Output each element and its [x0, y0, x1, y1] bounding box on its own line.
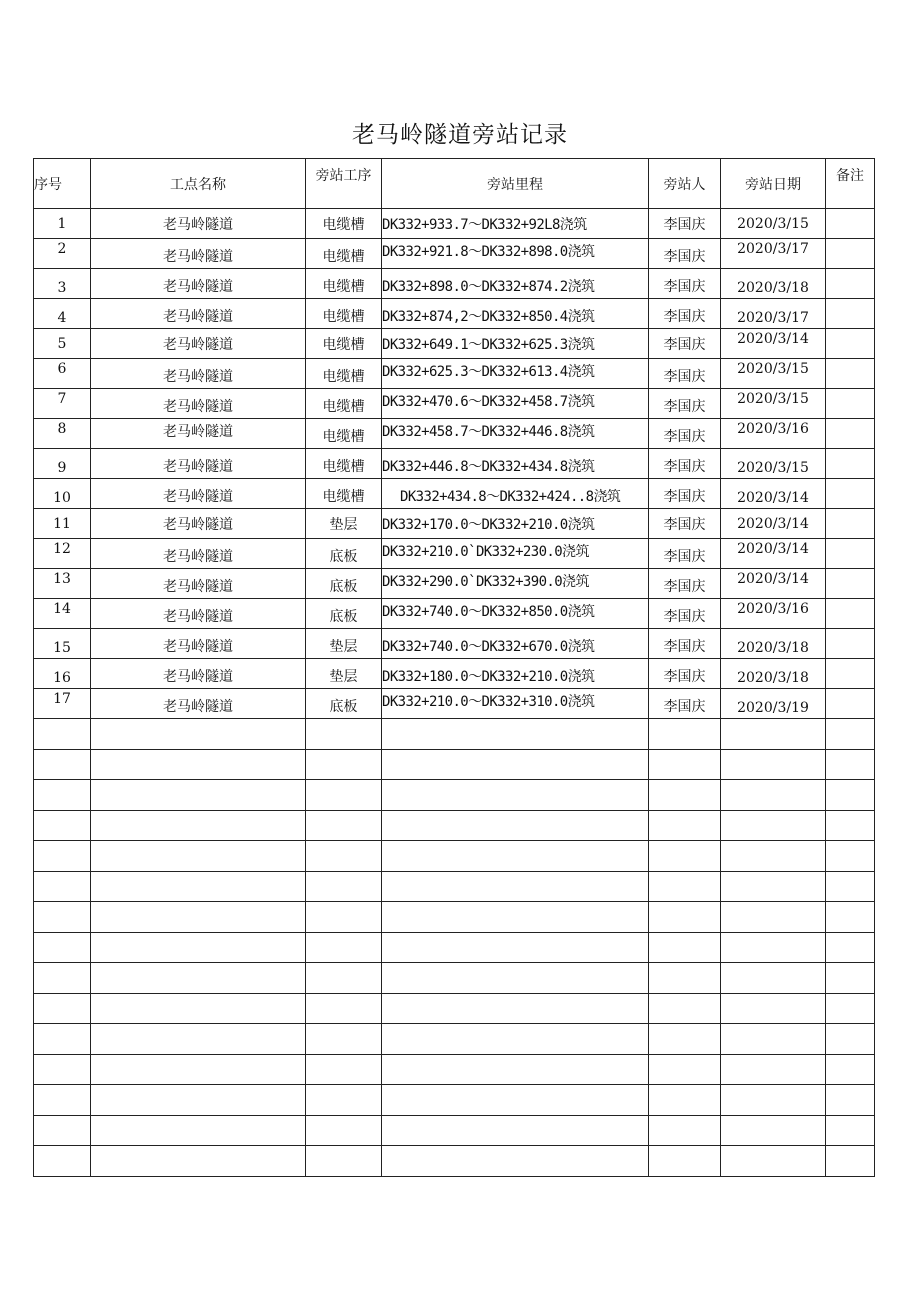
empty-cell — [649, 902, 721, 933]
cell-date: 2020/3/14 — [721, 569, 826, 599]
cell-note — [826, 239, 875, 269]
empty-cell — [34, 1115, 91, 1146]
empty-cell — [826, 902, 875, 933]
cell-person: 李国庆 — [649, 689, 721, 719]
empty-cell — [382, 1024, 649, 1055]
empty-cell — [306, 1146, 382, 1177]
empty-cell — [306, 1085, 382, 1116]
empty-cell — [721, 841, 826, 872]
empty-row — [34, 993, 875, 1024]
cell-person: 李国庆 — [649, 209, 721, 239]
cell-site: 老马岭隧道 — [91, 299, 306, 329]
cell-date: 2020/3/17 — [721, 299, 826, 329]
cell-no: 5 — [34, 329, 91, 359]
header-process: 旁站工序 — [306, 159, 382, 209]
cell-mileage: DK332+470.6～DK332+458.7浇筑 — [382, 389, 649, 419]
cell-site: 老马岭隧道 — [91, 449, 306, 479]
empty-row — [34, 749, 875, 780]
empty-cell — [826, 1054, 875, 1085]
empty-cell — [826, 1024, 875, 1055]
empty-cell — [91, 1146, 306, 1177]
cell-person: 李国庆 — [649, 389, 721, 419]
cell-site: 老马岭隧道 — [91, 269, 306, 299]
empty-cell — [382, 993, 649, 1024]
empty-cell — [826, 1146, 875, 1177]
empty-cell — [34, 841, 91, 872]
cell-no: 16 — [34, 659, 91, 689]
cell-mileage: DK332+921.8～DK332+898.0浇筑 — [382, 239, 649, 269]
empty-cell — [826, 749, 875, 780]
cell-mileage: DK332+933.7～DK332+92L8浇筑 — [382, 209, 649, 239]
empty-cell — [34, 871, 91, 902]
cell-process: 电缆槽 — [306, 329, 382, 359]
cell-process: 底板 — [306, 689, 382, 719]
empty-cell — [721, 1024, 826, 1055]
empty-cell — [649, 1024, 721, 1055]
header-date: 旁站日期 — [721, 159, 826, 209]
empty-cell — [721, 902, 826, 933]
cell-site: 老马岭隧道 — [91, 329, 306, 359]
cell-note — [826, 389, 875, 419]
empty-cell — [34, 1054, 91, 1085]
table-row — [34, 629, 875, 659]
empty-row — [34, 1146, 875, 1177]
cell-mileage: DK332+210.0～DK332+310.0浇筑 — [382, 689, 649, 719]
cell-mileage: DK332+446.8～DK332+434.8浇筑 — [382, 449, 649, 479]
cell-site: 老马岭隧道 — [91, 629, 306, 659]
empty-cell — [34, 993, 91, 1024]
cell-no: 14 — [34, 599, 91, 629]
cell-person: 李国庆 — [649, 419, 721, 449]
empty-cell — [721, 749, 826, 780]
cell-process: 电缆槽 — [306, 449, 382, 479]
empty-row — [34, 719, 875, 750]
cell-site: 老马岭隧道 — [91, 659, 306, 689]
header-no: 序号 — [34, 159, 91, 209]
empty-cell — [649, 1085, 721, 1116]
empty-cell — [306, 841, 382, 872]
empty-cell — [34, 963, 91, 994]
header-row — [34, 159, 875, 209]
table-row — [34, 509, 875, 539]
empty-cell — [382, 719, 649, 750]
empty-cell — [721, 780, 826, 811]
empty-cell — [306, 719, 382, 750]
cell-note — [826, 659, 875, 689]
cell-note — [826, 629, 875, 659]
cell-mileage: DK332+170.0～DK332+210.0浇筑 — [382, 509, 649, 539]
cell-no: 17 — [34, 689, 91, 719]
cell-process: 垫层 — [306, 509, 382, 539]
empty-cell — [382, 780, 649, 811]
empty-cell — [91, 1024, 306, 1055]
empty-cell — [826, 1085, 875, 1116]
empty-row — [34, 810, 875, 841]
empty-cell — [34, 780, 91, 811]
empty-cell — [306, 1115, 382, 1146]
empty-cell — [34, 932, 91, 963]
empty-cell — [721, 1054, 826, 1085]
empty-cell — [34, 719, 91, 750]
table-body — [34, 209, 875, 1177]
cell-no: 2 — [34, 239, 91, 269]
cell-date: 2020/3/14 — [721, 479, 826, 509]
empty-cell — [826, 993, 875, 1024]
empty-cell — [91, 719, 306, 750]
cell-process: 电缆槽 — [306, 359, 382, 389]
cell-note — [826, 269, 875, 299]
cell-note — [826, 419, 875, 449]
cell-process: 电缆槽 — [306, 209, 382, 239]
cell-date: 2020/3/18 — [721, 659, 826, 689]
cell-person: 李国庆 — [649, 599, 721, 629]
table-row — [34, 659, 875, 689]
cell-date: 2020/3/14 — [721, 539, 826, 569]
cell-date: 2020/3/14 — [721, 329, 826, 359]
cell-date: 2020/3/15 — [721, 449, 826, 479]
header-mileage: 旁站里程 — [382, 159, 649, 209]
empty-cell — [91, 1054, 306, 1085]
table-row — [34, 269, 875, 299]
cell-date: 2020/3/14 — [721, 509, 826, 539]
cell-mileage: DK332+180.0～DK332+210.0浇筑 — [382, 659, 649, 689]
cell-no: 4 — [34, 299, 91, 329]
cell-mileage: DK332+290.0`DK332+390.0浇筑 — [382, 569, 649, 599]
cell-no: 11 — [34, 509, 91, 539]
empty-cell — [649, 963, 721, 994]
cell-person: 李国庆 — [649, 539, 721, 569]
empty-cell — [649, 1146, 721, 1177]
empty-row — [34, 871, 875, 902]
empty-cell — [382, 1085, 649, 1116]
cell-person: 李国庆 — [649, 569, 721, 599]
empty-cell — [649, 871, 721, 902]
empty-row — [34, 841, 875, 872]
cell-person: 李国庆 — [649, 449, 721, 479]
empty-cell — [721, 719, 826, 750]
cell-no: 12 — [34, 539, 91, 569]
empty-row — [34, 902, 875, 933]
empty-cell — [382, 1146, 649, 1177]
empty-cell — [91, 902, 306, 933]
empty-cell — [721, 1146, 826, 1177]
cell-mileage: DK332+898.0～DK332+874.2浇筑 — [382, 269, 649, 299]
cell-no: 10 — [34, 479, 91, 509]
table-row — [34, 209, 875, 239]
empty-cell — [382, 902, 649, 933]
cell-no: 8 — [34, 419, 91, 449]
empty-cell — [382, 932, 649, 963]
empty-cell — [91, 749, 306, 780]
empty-cell — [826, 871, 875, 902]
cell-date: 2020/3/16 — [721, 419, 826, 449]
cell-site: 老马岭隧道 — [91, 239, 306, 269]
cell-note — [826, 509, 875, 539]
empty-cell — [306, 780, 382, 811]
cell-date: 2020/3/15 — [721, 209, 826, 239]
table-row — [34, 599, 875, 629]
cell-person: 李国庆 — [649, 299, 721, 329]
cell-note — [826, 539, 875, 569]
cell-site: 老马岭隧道 — [91, 359, 306, 389]
table-row — [34, 329, 875, 359]
cell-site: 老马岭隧道 — [91, 419, 306, 449]
empty-cell — [826, 841, 875, 872]
empty-cell — [34, 749, 91, 780]
empty-row — [34, 1054, 875, 1085]
header-person: 旁站人 — [649, 159, 721, 209]
cell-process: 电缆槽 — [306, 389, 382, 419]
empty-cell — [826, 719, 875, 750]
record-table — [33, 158, 875, 1177]
cell-date: 2020/3/16 — [721, 599, 826, 629]
empty-cell — [649, 1054, 721, 1085]
cell-mileage: DK332+740.0～DK332+850.0浇筑 — [382, 599, 649, 629]
empty-cell — [826, 810, 875, 841]
empty-cell — [91, 993, 306, 1024]
table-row — [34, 539, 875, 569]
cell-site: 老马岭隧道 — [91, 539, 306, 569]
cell-note — [826, 689, 875, 719]
empty-row — [34, 963, 875, 994]
cell-date: 2020/3/18 — [721, 629, 826, 659]
empty-cell — [306, 902, 382, 933]
empty-cell — [721, 932, 826, 963]
cell-process: 电缆槽 — [306, 299, 382, 329]
empty-cell — [721, 993, 826, 1024]
cell-site: 老马岭隧道 — [91, 569, 306, 599]
cell-no: 9 — [34, 449, 91, 479]
empty-cell — [382, 871, 649, 902]
empty-cell — [382, 749, 649, 780]
empty-cell — [649, 719, 721, 750]
cell-no: 13 — [34, 569, 91, 599]
empty-cell — [91, 1085, 306, 1116]
cell-person: 李国庆 — [649, 239, 721, 269]
cell-person: 李国庆 — [649, 359, 721, 389]
table-row — [34, 689, 875, 719]
cell-site: 老马岭隧道 — [91, 389, 306, 419]
empty-cell — [721, 810, 826, 841]
cell-site: 老马岭隧道 — [91, 689, 306, 719]
cell-note — [826, 449, 875, 479]
cell-mileage: DK332+740.0～DK332+670.0浇筑 — [382, 629, 649, 659]
empty-cell — [91, 780, 306, 811]
empty-cell — [826, 1115, 875, 1146]
empty-cell — [306, 993, 382, 1024]
empty-row — [34, 1024, 875, 1055]
cell-person: 李国庆 — [649, 479, 721, 509]
cell-no: 1 — [34, 209, 91, 239]
empty-cell — [91, 963, 306, 994]
page-title: 老马岭隧道旁站记录 — [352, 122, 568, 148]
empty-cell — [306, 749, 382, 780]
cell-person: 李国庆 — [649, 269, 721, 299]
cell-note — [826, 209, 875, 239]
table-row — [34, 569, 875, 599]
empty-row — [34, 932, 875, 963]
header-site: 工点名称 — [91, 159, 306, 209]
cell-site: 老马岭隧道 — [91, 479, 306, 509]
cell-process: 底板 — [306, 539, 382, 569]
empty-cell — [649, 810, 721, 841]
cell-process: 底板 — [306, 569, 382, 599]
empty-cell — [34, 1146, 91, 1177]
cell-site: 老马岭隧道 — [91, 209, 306, 239]
empty-cell — [306, 1054, 382, 1085]
empty-row — [34, 1085, 875, 1116]
empty-row — [34, 780, 875, 811]
cell-mileage: DK332+434.8～DK332+424..8浇筑 — [382, 479, 649, 509]
table-row — [34, 359, 875, 389]
cell-mileage: DK332+649.1～DK332+625.3浇筑 — [382, 329, 649, 359]
cell-note — [826, 569, 875, 599]
cell-mileage: DK332+210.0`DK332+230.0浇筑 — [382, 539, 649, 569]
empty-cell — [826, 963, 875, 994]
cell-date: 2020/3/17 — [721, 239, 826, 269]
empty-cell — [91, 1115, 306, 1146]
cell-site: 老马岭隧道 — [91, 509, 306, 539]
empty-cell — [649, 1115, 721, 1146]
empty-cell — [382, 1054, 649, 1085]
cell-process: 电缆槽 — [306, 419, 382, 449]
empty-cell — [34, 810, 91, 841]
cell-date: 2020/3/15 — [721, 359, 826, 389]
cell-note — [826, 359, 875, 389]
cell-note — [826, 299, 875, 329]
empty-cell — [34, 1024, 91, 1055]
empty-cell — [306, 810, 382, 841]
table-row — [34, 389, 875, 419]
empty-cell — [91, 841, 306, 872]
empty-cell — [306, 1024, 382, 1055]
cell-date: 2020/3/15 — [721, 389, 826, 419]
cell-process: 垫层 — [306, 629, 382, 659]
empty-cell — [91, 871, 306, 902]
empty-cell — [721, 871, 826, 902]
table-row — [34, 479, 875, 509]
cell-note — [826, 479, 875, 509]
empty-cell — [649, 932, 721, 963]
cell-process: 电缆槽 — [306, 479, 382, 509]
cell-note — [826, 599, 875, 629]
table-row — [34, 419, 875, 449]
cell-note — [826, 329, 875, 359]
cell-person: 李国庆 — [649, 659, 721, 689]
cell-mileage: DK332+625.3～DK332+613.4浇筑 — [382, 359, 649, 389]
cell-no: 6 — [34, 359, 91, 389]
cell-date: 2020/3/18 — [721, 269, 826, 299]
empty-cell — [649, 749, 721, 780]
empty-cell — [306, 932, 382, 963]
empty-cell — [826, 780, 875, 811]
empty-cell — [34, 902, 91, 933]
table-row — [34, 449, 875, 479]
cell-mileage: DK332+874,2～DK332+850.4浇筑 — [382, 299, 649, 329]
empty-cell — [34, 1085, 91, 1116]
cell-no: 7 — [34, 389, 91, 419]
empty-cell — [382, 810, 649, 841]
table-row — [34, 239, 875, 269]
empty-cell — [649, 993, 721, 1024]
empty-cell — [91, 932, 306, 963]
empty-cell — [721, 1085, 826, 1116]
empty-cell — [306, 871, 382, 902]
empty-cell — [382, 963, 649, 994]
empty-cell — [721, 1115, 826, 1146]
cell-person: 李国庆 — [649, 329, 721, 359]
empty-cell — [306, 963, 382, 994]
cell-person: 李国庆 — [649, 509, 721, 539]
cell-process: 底板 — [306, 599, 382, 629]
empty-cell — [826, 932, 875, 963]
empty-cell — [382, 841, 649, 872]
cell-process: 垫层 — [306, 659, 382, 689]
empty-cell — [91, 810, 306, 841]
cell-mileage: DK332+458.7～DK332+446.8浇筑 — [382, 419, 649, 449]
table-row — [34, 299, 875, 329]
header-note: 备注 — [826, 159, 875, 209]
cell-no: 15 — [34, 629, 91, 659]
cell-person: 李国庆 — [649, 629, 721, 659]
cell-no: 3 — [34, 269, 91, 299]
cell-date: 2020/3/19 — [721, 689, 826, 719]
empty-cell — [382, 1115, 649, 1146]
empty-cell — [721, 963, 826, 994]
cell-site: 老马岭隧道 — [91, 599, 306, 629]
empty-cell — [649, 780, 721, 811]
cell-process: 电缆槽 — [306, 239, 382, 269]
empty-cell — [649, 841, 721, 872]
empty-row — [34, 1115, 875, 1146]
cell-process: 电缆槽 — [306, 269, 382, 299]
